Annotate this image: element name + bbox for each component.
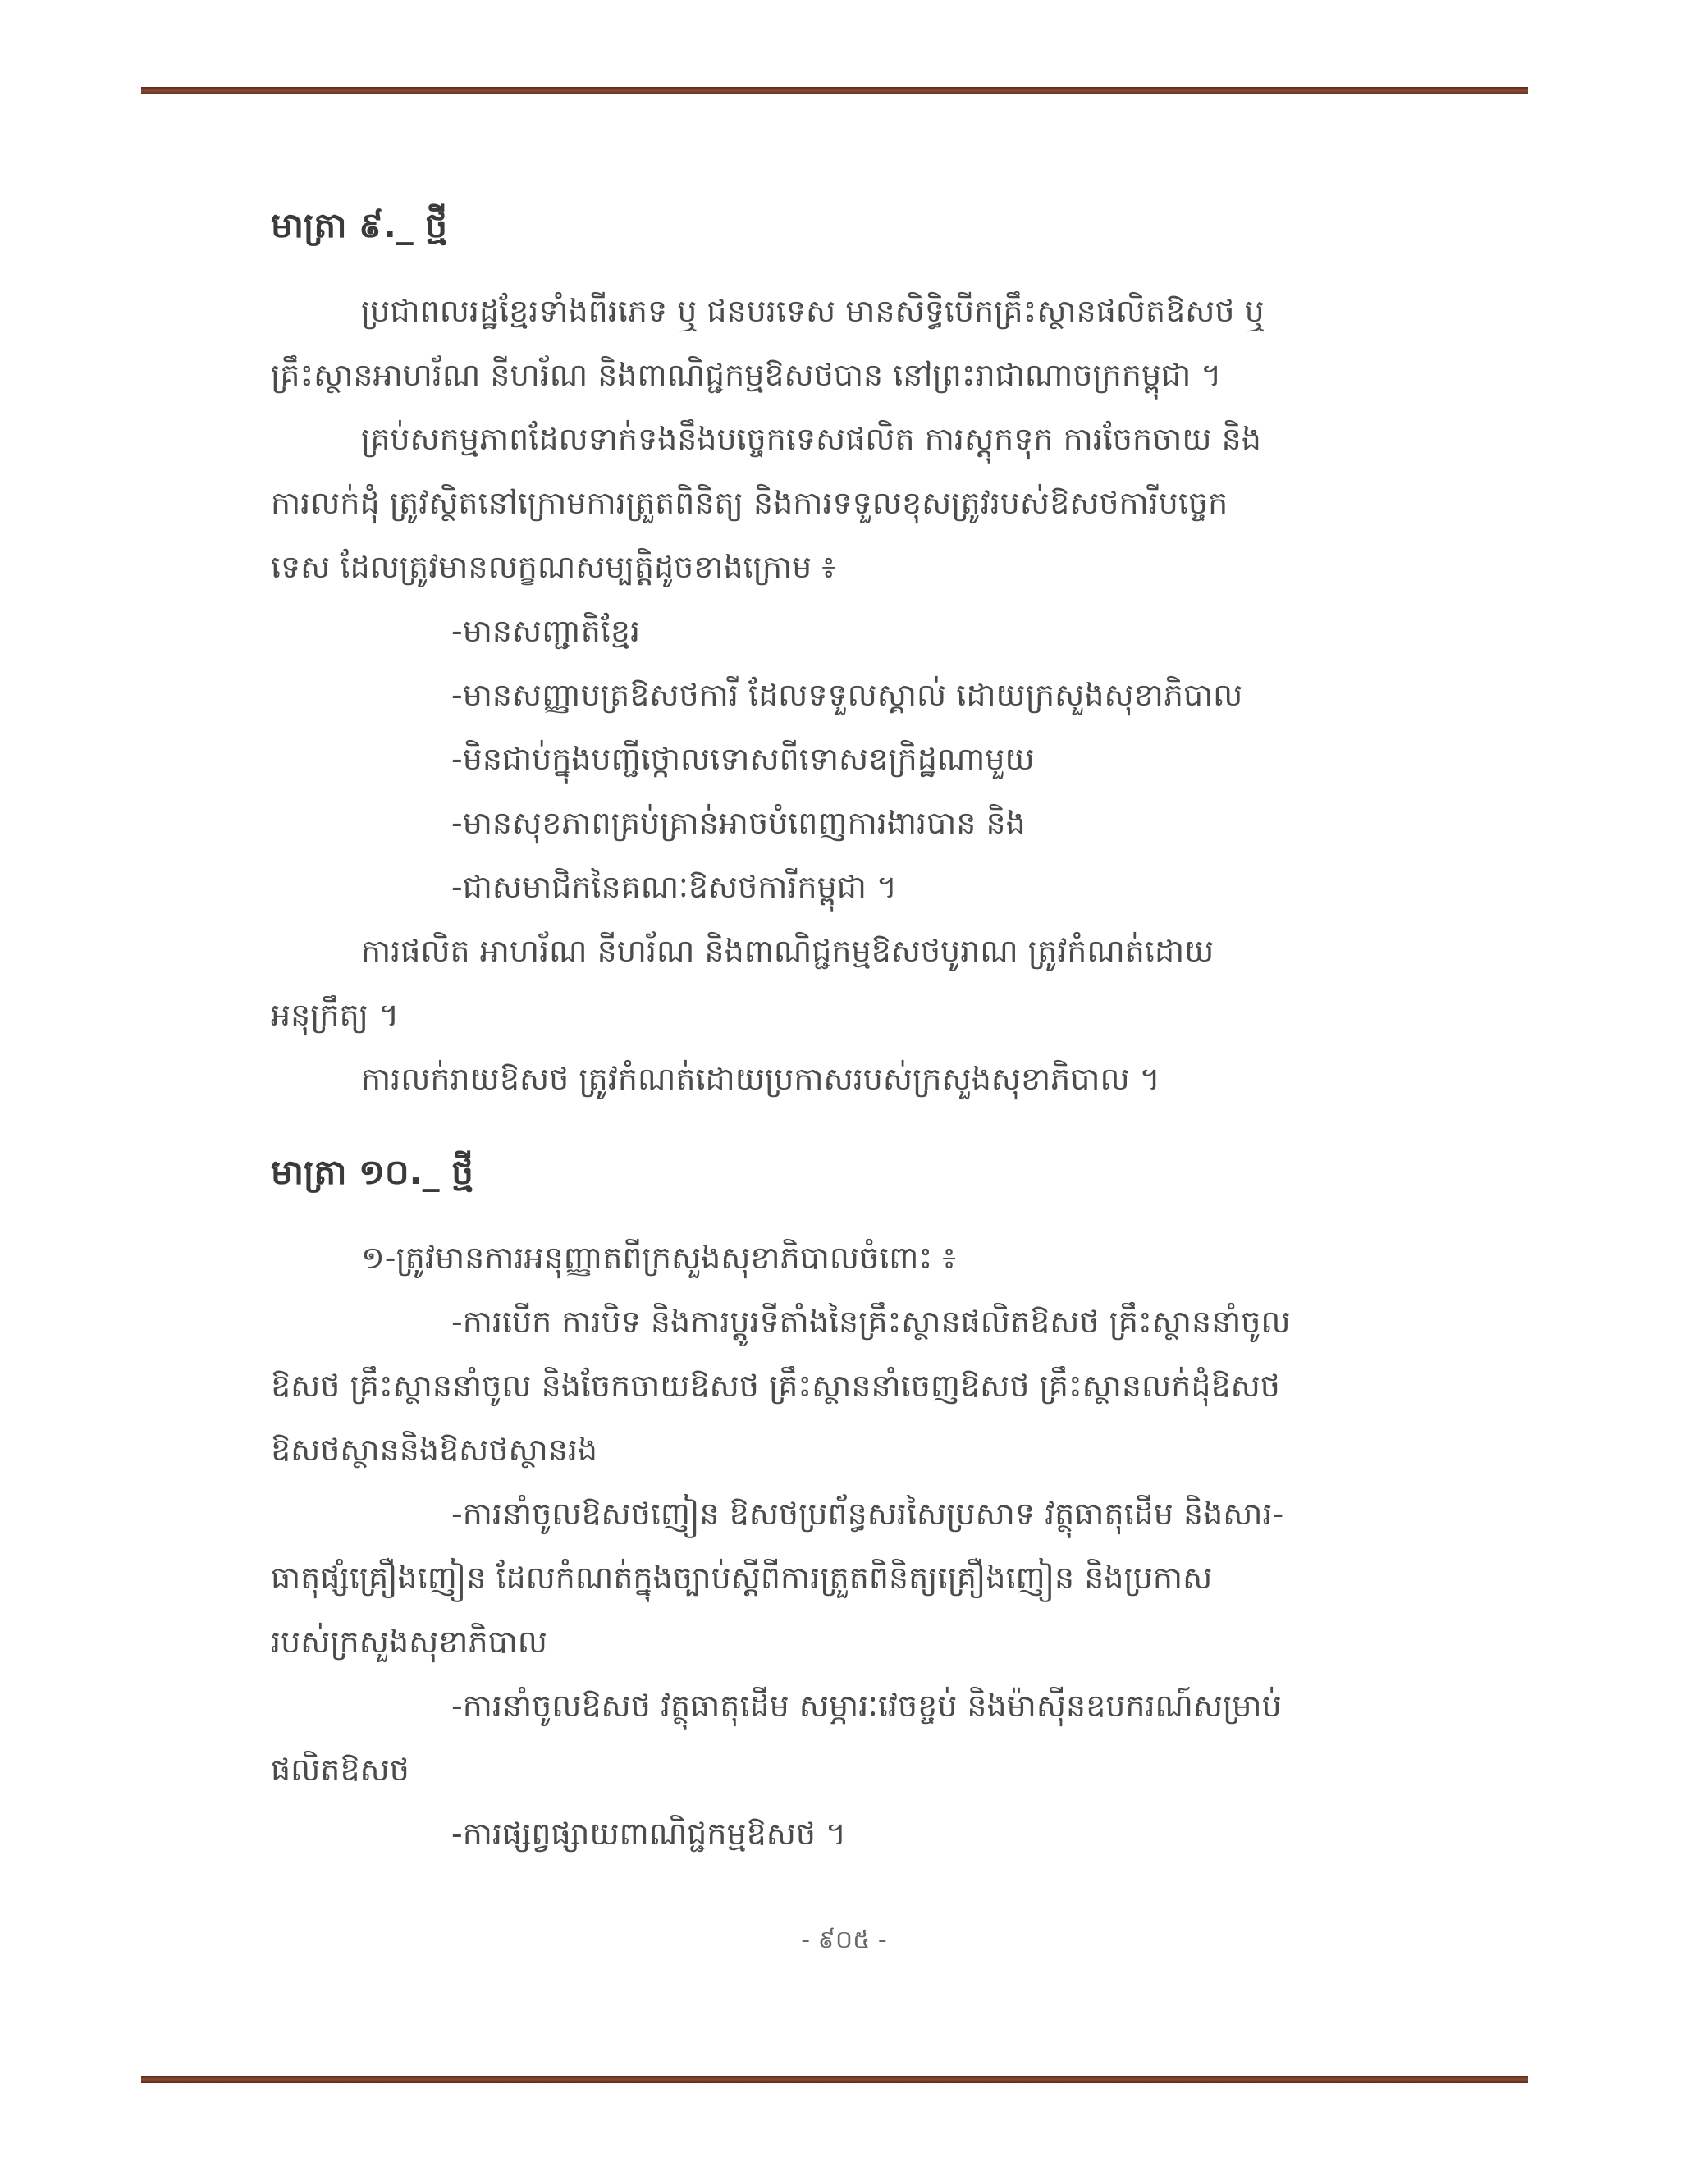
- list-item: -ការនាំចូលឱសថញៀន ឱសថប្រព័ន្ធសរសៃប្រសាទ វត្ថុធាតុដើម និងសារ-: [451, 1496, 1284, 1532]
- top-border-rule: [141, 87, 1528, 94]
- article-9-line: ទេស ដែលត្រូវមានលក្ខណសម្បត្តិដូចខាងក្រោម ៖: [271, 549, 836, 585]
- bottom-border-rule: [141, 2076, 1528, 2083]
- page-number: - ៩០៥ -: [801, 1926, 887, 1954]
- article-10-line: ឱសថ គ្រឹះស្ថាននាំចូល និងចែកចាយឱសថ គ្រឹះស្ថាននាំចេញឱសថ គ្រឹះស្ថានលក់ដុំឱសថ: [271, 1368, 1280, 1404]
- article-10-line: របស់ក្រសួងសុខាភិបាល: [271, 1624, 547, 1660]
- list-item: -មិនជាប់ក្នុងបញ្ជីថ្កោលទោសពីទោសឧក្រិដ្ឋណាមួយ: [451, 741, 1035, 777]
- document-page: [271, 197, 1420, 1866]
- list-item: -ការផ្សព្វផ្សាយពាណិជ្ជកម្មឱសថ ។: [451, 1816, 847, 1852]
- article-10-line: ឱសថស្ថាននិងឱសថស្ថានរង: [271, 1432, 597, 1468]
- article-10-heading: មាត្រា ១០.​_ ថ្មី: [271, 1152, 473, 1192]
- article-9-line: គ្រប់សកម្មភាពដែលទាក់ទងនឹងបច្ចេកទេសផលិត ការស្តុកទុក ការចែកចាយ និង: [361, 421, 1261, 457]
- list-item: -ការបើក ការបិទ និងការប្តូរទីតាំងនៃគ្រឹះស្ថានផលិតឱសថ គ្រឹះស្ថាននាំចូល: [451, 1304, 1291, 1340]
- article-9-line: ការលក់ដុំ ត្រូវស្ថិតនៅក្រោមការត្រួតពិនិត្យ និងការទទួលខុសត្រូវរបស់ឱសថការីបច្ចេក: [271, 485, 1228, 521]
- article-10-line: ១-ត្រូវមានការអនុញ្ញាតពីក្រសួងសុខាភិបាលចំពោះ ៖: [361, 1240, 956, 1276]
- article-9-line: ការលក់រាយឱសថ ត្រូវកំណត់ដោយប្រកាសរបស់ក្រសួងសុខាភិបាល ។: [361, 1061, 1160, 1097]
- article-9-line: គ្រឹះស្ថានអាហរ័ណ នីហរ័ណ និងពាណិជ្ជកម្មឱសថបាន នៅព្រះរាជាណាចក្រកម្ពុជា ។: [271, 357, 1222, 393]
- list-item: -ការនាំចូលឱសថ វត្ថុធាតុដើម សម្ភារៈវេចខ្ចប់ និងម៉ាស៊ីនឧបករណ៍សម្រាប់: [451, 1688, 1282, 1724]
- list-item: -មានសញ្ញាបត្រឱសថការី ដែលទទួលស្គាល់ ដោយក្រសួងសុខាភិបាល: [451, 677, 1243, 713]
- article-9-line: ការផលិត អាហរ័ណ នីហរ័ណ និងពាណិជ្ជកម្មឱសថបូរាណ ត្រូវកំណត់ដោយ: [361, 933, 1215, 969]
- article-9-line: អនុក្រឹត្យ ។: [271, 997, 400, 1033]
- article-10-line: ផលិតឱសថ: [271, 1752, 409, 1788]
- list-item: -ជាសមាជិកនៃគណៈឱសថការីកម្ពុជា ។: [451, 869, 898, 905]
- article-9-heading: មាត្រា ៩.​_ ថ្មី: [271, 205, 448, 245]
- list-item: -មានសញ្ជាតិខ្មែរ: [451, 613, 641, 649]
- article-9-line: ប្រជាពលរដ្ឋខ្មែរទាំងពីរភេទ ឬ ជនបរទេស មានសិទ្ធិបើកគ្រឹះស្ថានផលិតឱសថ ឬ: [361, 293, 1265, 329]
- list-item: -មានសុខភាពគ្រប់គ្រាន់អាចបំពេញការងារបាន និង: [451, 805, 1026, 841]
- article-10-line: ធាតុផ្សំគ្រឿងញៀន ដែលកំណត់ក្នុងច្បាប់ស្តីពីការត្រួតពិនិត្យគ្រឿងញៀន និងប្រកាស: [271, 1560, 1213, 1596]
